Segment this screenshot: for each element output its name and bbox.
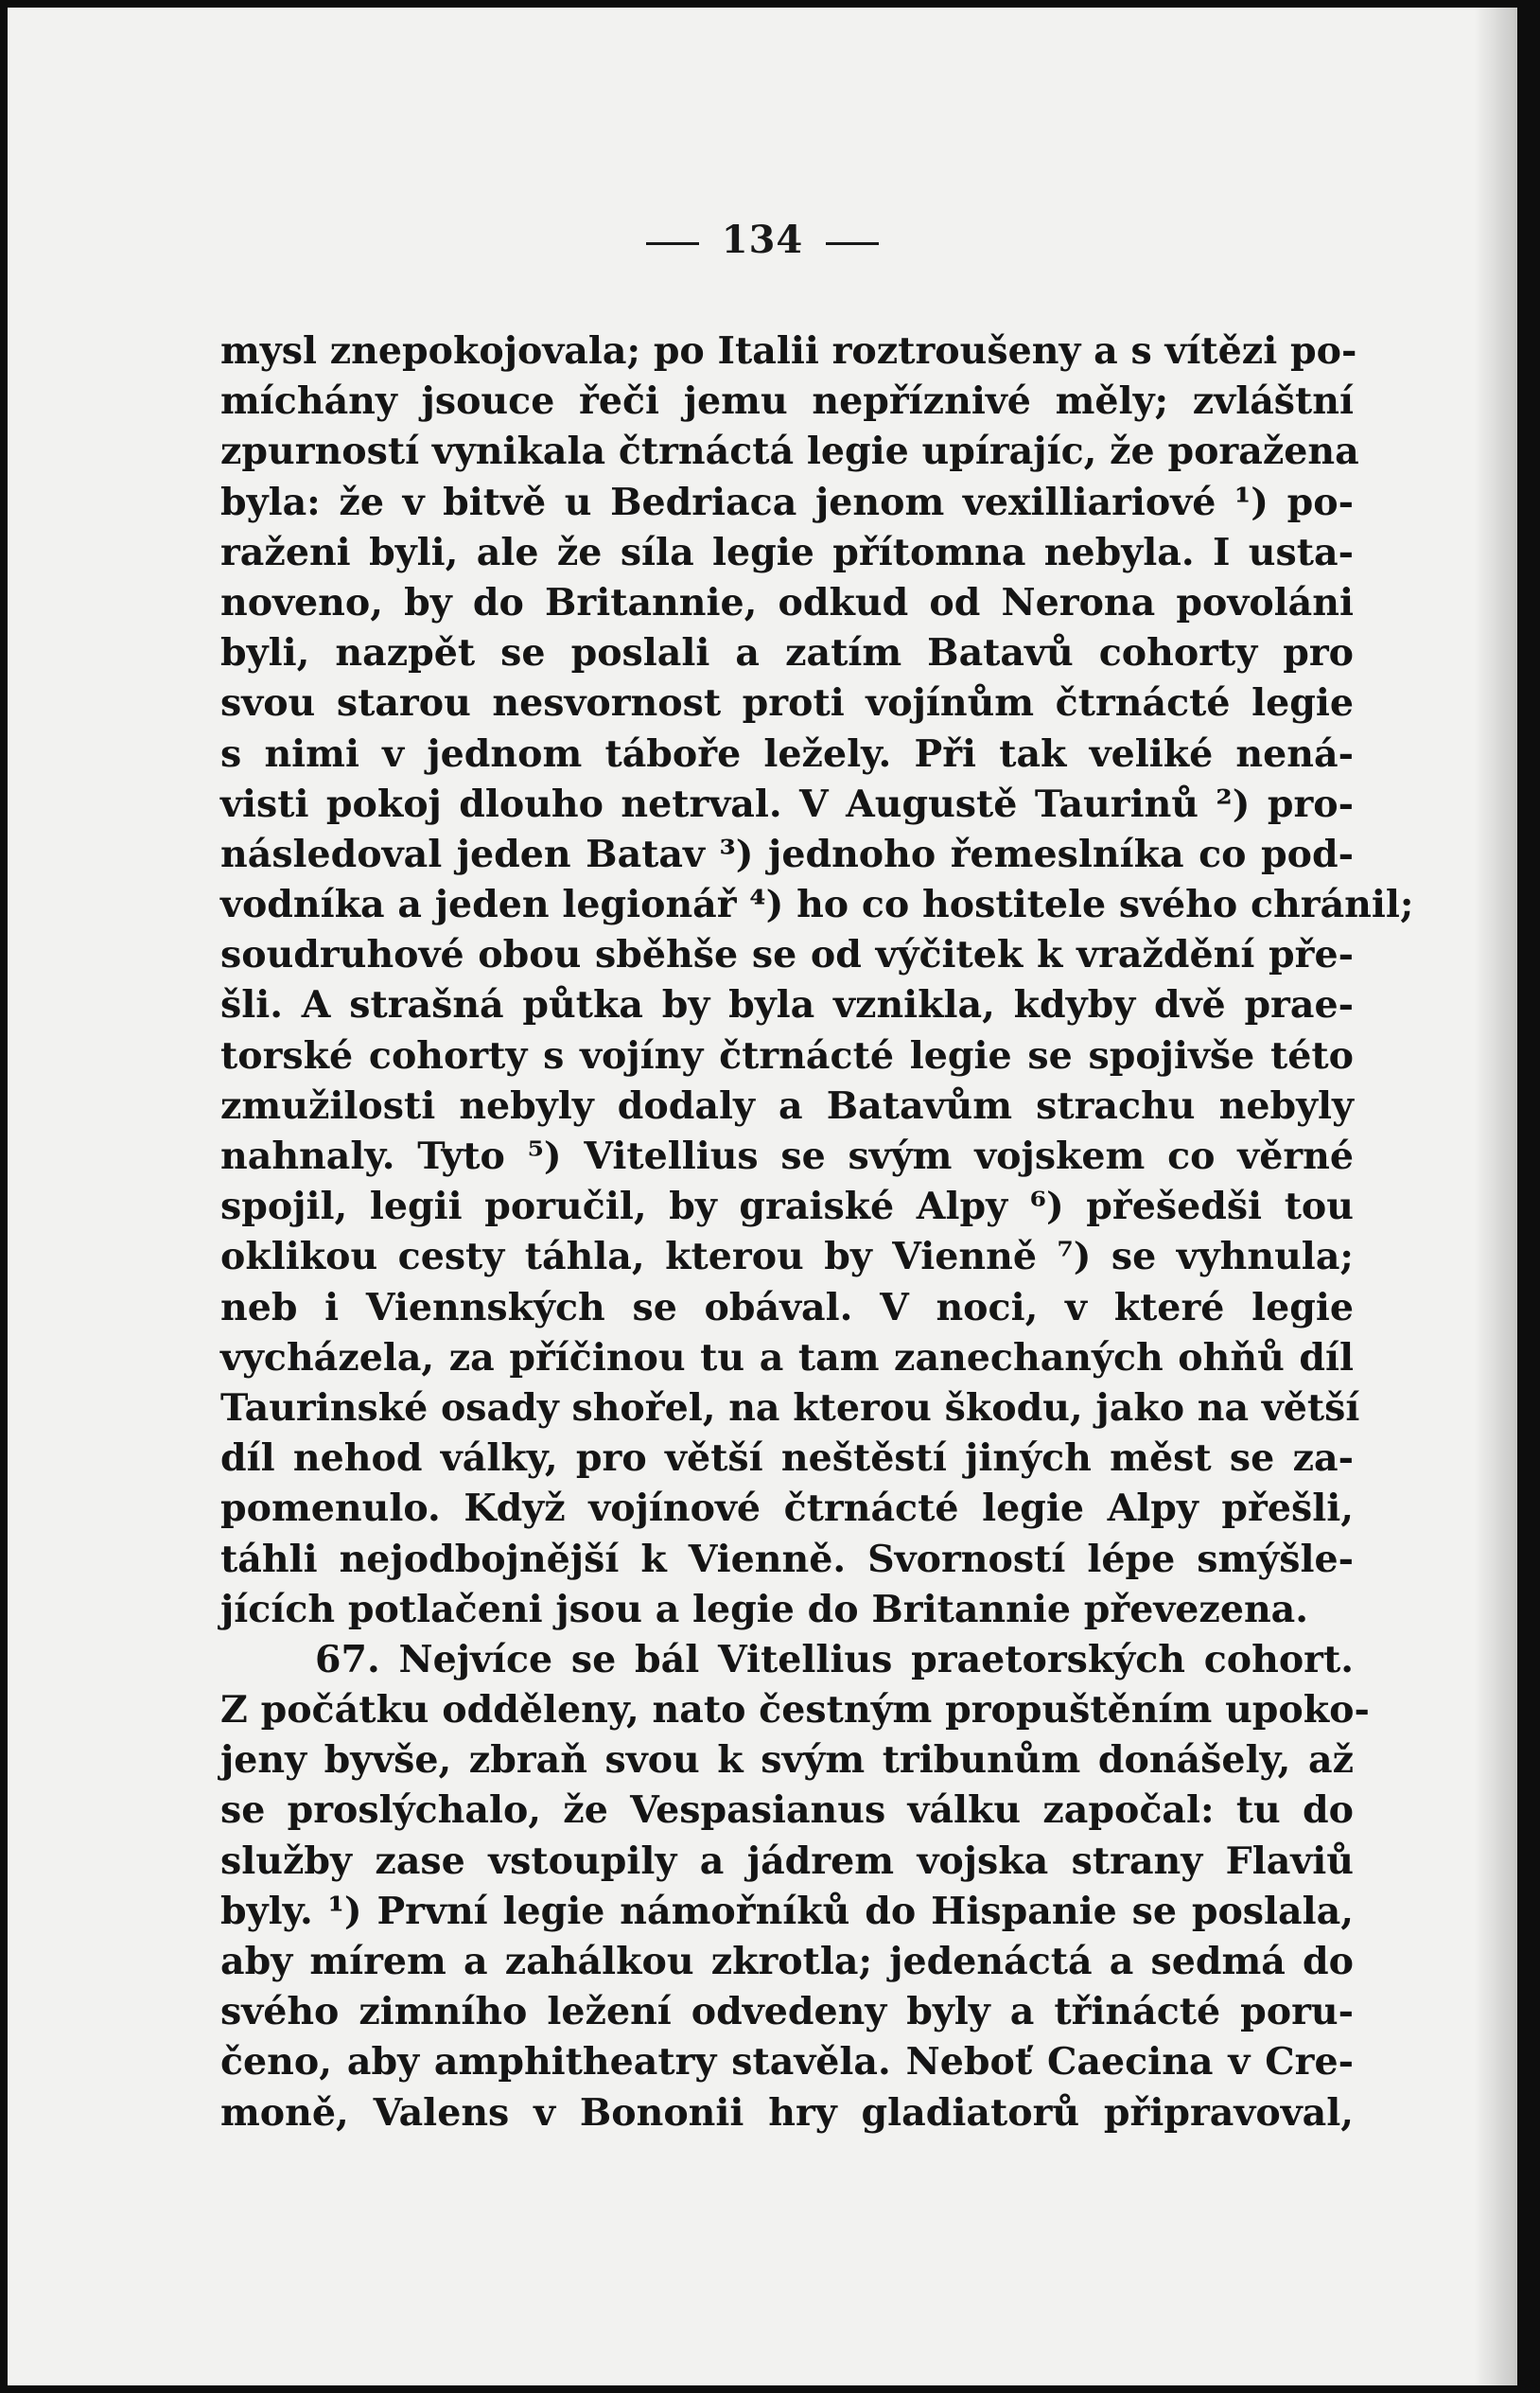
- text-line: zmužilosti nebyly dodaly a Batavům strachu nebyly: [220, 1083, 1354, 1128]
- text-line: byli, nazpět se poslali a zatím Batavů cohorty pro: [220, 631, 1354, 676]
- text-line: spojil, legii poručil, by graiské Alpy ⁶) přešedši tou: [220, 1185, 1354, 1229]
- text-line: táhli nejodbojnější k Vienně. Svorností lépe smýšle-: [220, 1537, 1354, 1581]
- text-line: nahnaly. Tyto ⁵) Vitellius se svým vojskem co věrné: [220, 1135, 1354, 1178]
- text-line: vycházela, za příčinou tu a tam zanechaných ohňů díl: [220, 1335, 1354, 1380]
- header-dash-left: [646, 242, 699, 245]
- text-line: visti pokoj dlouho netrval. V Augustě Taurinů ²) pro-: [220, 782, 1354, 826]
- text-line: služby zase vstoupily a jádrem vojska strany Flaviů: [220, 1839, 1354, 1883]
- text-line: pomenulo. Když vojínové čtrnácté legie Alpy přešli,: [220, 1487, 1354, 1531]
- text-line: torské cohorty s vojíny čtrnácté legie se spojivše této: [220, 1033, 1354, 1078]
- text-line: následoval jeden Batav ³) jednoho řemeslníka co pod-: [220, 832, 1354, 876]
- text-line: raženi byli, ale že síla legie přítomna nebyla. I usta-: [220, 530, 1354, 574]
- page-edge-shadow: [1474, 8, 1517, 2385]
- text-line: jících potlačeni jsou a legie do Britannie převezena.: [220, 1587, 1309, 1631]
- text-line: aby mírem a zahálkou zkrotla; jedenáctá a sedmá do: [220, 1940, 1354, 1983]
- text-line: moně, Valens v Bononii hry gladiatorů připravoval,: [220, 2090, 1354, 2135]
- text-line: Z počátku odděleny, nato čestným propuštěním upoko-: [220, 1688, 1370, 1733]
- text-line: noveno, by do Britannie, odkud od Nerona povoláni: [220, 580, 1354, 625]
- text-line: čeno, aby amphitheatry stavěla. Neboť Caecina v Cre-: [220, 2040, 1354, 2085]
- body-text: [220, 326, 1414, 2138]
- text-line: díl nehod války, pro větší neštěstí jiných měst se za-: [220, 1436, 1354, 1481]
- text-line: s nimi v jednom táboře ležely. Při tak veliké nená-: [220, 731, 1354, 776]
- paragraph-start-line: 67. Nejvíce se bál Vitellius praetorských cohort.: [315, 1637, 1354, 1681]
- text-line: oklikou cesty táhla, kterou by Vienně ⁷) se vyhnula;: [220, 1235, 1354, 1279]
- text-line: mysl znepokojovala; po Italii roztroušeny a s vítězi po-: [220, 329, 1357, 373]
- page-number: 134: [721, 218, 804, 262]
- text-line: šli. A strašná půtka by byla vznikla, kdyby dvě prae-: [220, 983, 1354, 1028]
- text-line: neb i Viennských se obával. V noci, v které legie: [220, 1285, 1354, 1329]
- paper-sheet: [8, 8, 1517, 2385]
- text-line: zpurností vynikala čtrnáctá legie upírajíc, že poražena: [220, 430, 1359, 474]
- text-line: se proslýchalo, že Vespasianus válku započal: tu do: [220, 1788, 1354, 1833]
- text-line: míchány jsouce řeči jemu nepříznivé měly; zvláštní: [220, 379, 1354, 424]
- text-line: byly. ¹) První legie námořníků do Hispanie se poslala,: [220, 1889, 1354, 1933]
- page-number-header: [8, 218, 1517, 262]
- text-line: svou starou nesvornost proti vojínům čtrnácté legie: [220, 681, 1354, 726]
- text-line: byla: že v bitvě u Bedriaca jenom vexilliariové ¹) po-: [220, 480, 1354, 524]
- text-line: Taurinské osady shořel, na kterou škodu, jako na větší: [220, 1385, 1360, 1430]
- header-dash-right: [826, 242, 879, 245]
- text-line: vodníka a jeden legionář ⁴) ho co hostitele svého chránil;: [220, 883, 1414, 927]
- text-line: svého zimního ležení odvedeny byly a třinácté poru-: [220, 1990, 1354, 2034]
- text-line: soudruhové obou sběhše se od výčitek k vraždění pře-: [220, 933, 1354, 977]
- text-line: jeny byvše, zbraň svou k svým tribunům donášely, až: [220, 1738, 1354, 1783]
